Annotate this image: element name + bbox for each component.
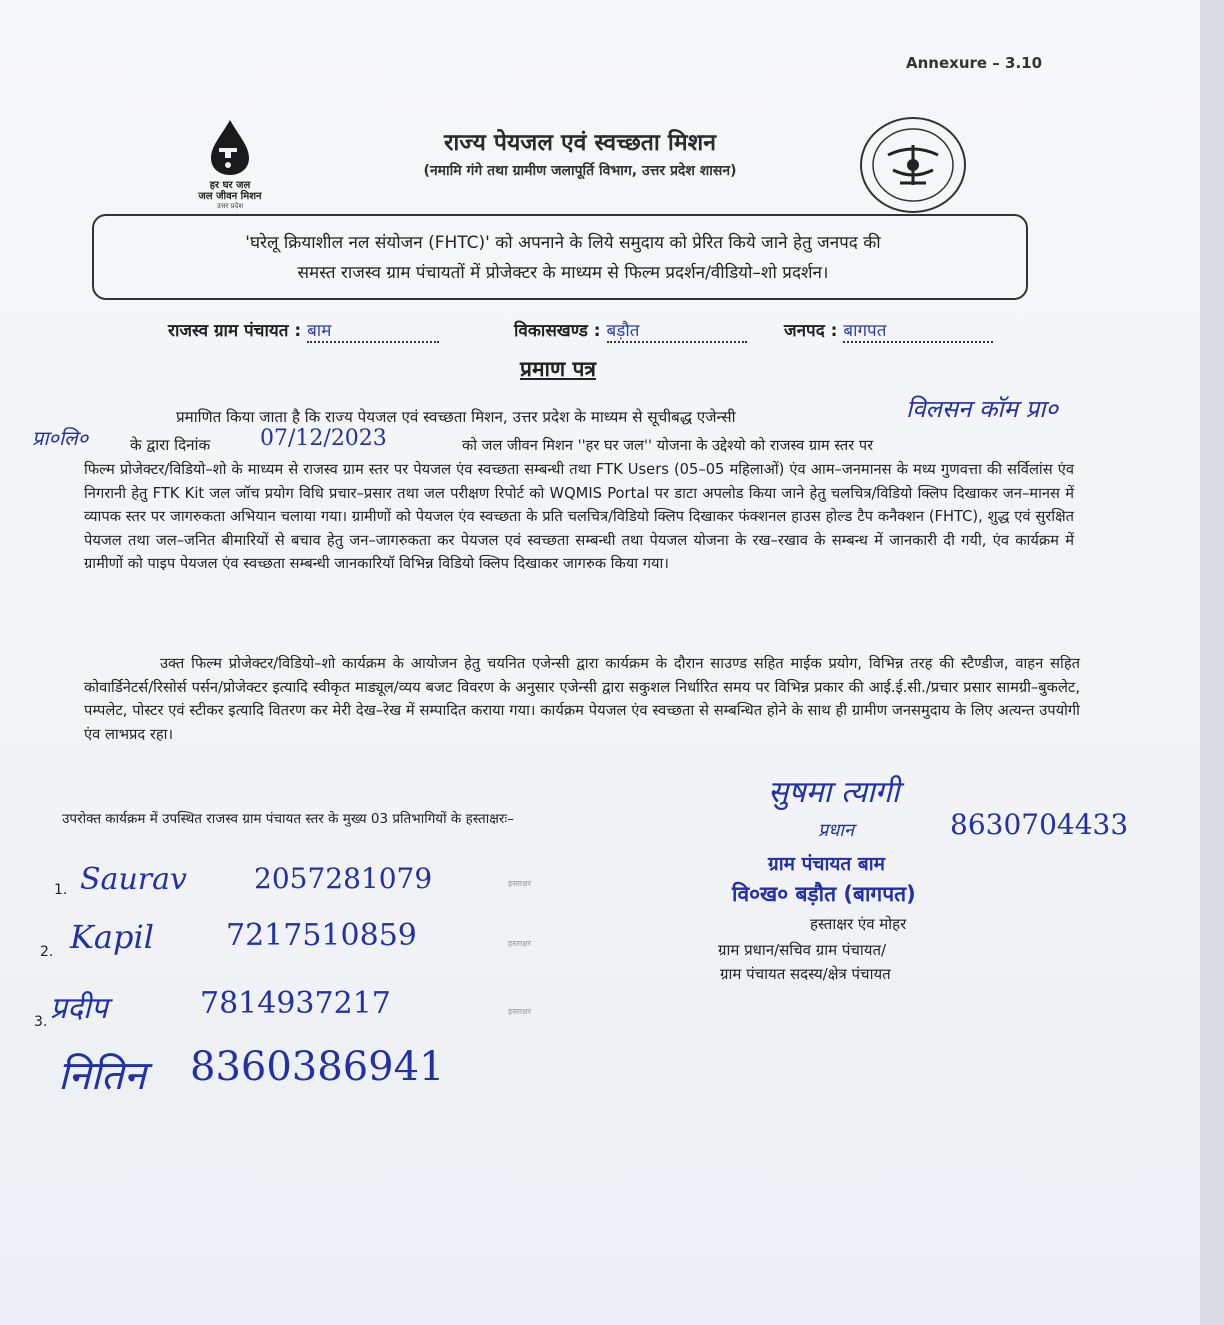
district-value: बागपत [843, 318, 993, 343]
district-label: जनपद : [784, 321, 838, 341]
participant-1-number: 1. [54, 882, 68, 898]
panchayat-label: राजस्व ग्राम पंचायत : [168, 321, 302, 341]
participant-3-name: प्रदीप [50, 991, 108, 1026]
pradhan-signature: सुषमा त्यागी [768, 775, 900, 810]
certificate-title: प्रमाण पत्र [520, 357, 596, 381]
para1-line2b: को जल जीवन मिशन ''हर घर जल'' योजना के उद्देश्यो को राजस्व ग्राम स्तर पर [462, 437, 874, 454]
block-field [514, 318, 747, 343]
pradhan-role: प्रधान [818, 820, 854, 841]
participant-4-phone: 8360386941 [190, 1044, 445, 1090]
participant-3-phone: 7814937217 [200, 986, 391, 1021]
block-value: बड़ौत [607, 318, 747, 343]
date-handwritten: 07/12/2023 [260, 426, 387, 451]
stamp-line-2: वि०ख० बड़ौत (बागपत) [732, 882, 916, 906]
agency-handwritten-2: प्रा०लि० [32, 426, 89, 450]
up-government-seal-icon [858, 115, 968, 215]
logo-text-1: हर घर जल [209, 180, 251, 191]
para1-line2a: के द्वारा दिनांक [130, 436, 211, 454]
pradhan-phone: 8630704433 [950, 808, 1129, 841]
signature-caption-3: ग्राम पंचायत सदस्य/क्षेत्र पंचायत [720, 965, 891, 983]
participant-1-name: Saurav [80, 862, 187, 897]
stamp-line-1: ग्राम पंचायत बाम [768, 853, 885, 875]
annexure-label: Annexure – 3.10 [906, 54, 1043, 72]
subject-line-1: 'घरेलू क्रियाशील नल संयोजन (FHTC)' को अपनाने के लिये समुदाय को प्रेरित किये जाने हेतु जनपद की [245, 233, 881, 253]
header-title: राज्य पेयजल एवं स्वच्छता मिशन [444, 130, 716, 156]
participant-1-phone: 2057281079 [254, 862, 433, 895]
participants-label: उपरोक्त कार्यक्रम में उपस्थित राजस्व ग्राम पंचायत स्तर के मुख्य 03 प्रतिभागियों के हस्ताक्षरः– [62, 811, 514, 827]
agency-handwritten: विलसन कॉम प्रा० [906, 395, 1058, 423]
participant-3-number: 3. [34, 1014, 48, 1030]
para1-body: फिल्म प्रोजेक्टर/विडियो–शो के माध्यम से राजस्व ग्राम स्तर पर पेयजल एंव स्वच्छता सम्बन्धी तथा FTK Users (05–05 महिलाओं) एंव आम–जनमानस के मध्य गुणवत्ता की सर्विलांस एंव निगरानी हेतु FTK Kit जल जॉच प्रयोग विधि प्रचार–प्रसार तथा जल परीक्षण रिपोर्ट को WQMIS Portal पर डाटा अपलोड किया जाने हेतु चलचित्र/विडियो क्लिप दिखाकर जन–मानस में व्यापक स्तर पर जागरुकता अभियान चलाया गया। ग्रामीणों को पेयजल एंव स्वच्छता के प्रति चलचित्र/विडियो क्लिप दिखाकर फंक्शनल हाउस होल्ड टैप कनैक्शन (FHTC), शुद्ध एवं सुरक्षित पेयजल तथा जल–जनित बीमारियों से बचाव हेतु जन–जागरुकता कर पेयजल एवं स्वच्छता सम्बन्धी तथा पेयजल योजना के रख–रखाव के सम्बन्ध में जानकारी दी गयी, एंव कार्यक्रम में ग्रामीणों को पाइप पेयजल एंव स्वच्छता सम्बन्धी जानकारियॉ विभिन्न विडियो क्लिप दिखाकर जागरुक किया गया। [84, 461, 1074, 573]
signature-caption-2: ग्राम प्रधान/सचिव ग्राम पंचायत/ [718, 941, 887, 959]
district-field [784, 318, 993, 343]
signature-caption-1: हस्ताक्षर एंव मोहर [810, 915, 907, 933]
header-subtitle: (नमामि गंगे तथा ग्रामीण जलापूर्ति विभाग, उत्तर प्रदेश शासन) [423, 163, 737, 179]
participant-2-number: 2. [40, 944, 54, 960]
subject-box [92, 214, 1028, 300]
participant-2-hint: हस्ताक्षर [508, 939, 531, 948]
para2-body: उक्त फिल्म प्रोजेक्टर/विडियो–शो कार्यक्रम के आयोजन हेतु चयनित एजेन्सी द्वारा कार्यक्रम के दौरान साउण्ड सहित माईक प्रयोग, विभिन्न तरह की स्टैण्डीज, वाहन सहित कोवार्डिनेटर्स/रिसोर्स पर्सन/प्रोजेक्टर इत्यादि स्वीकृत माड्यूल/व्यय बजट विवरण के अनुसार एजेन्सी द्वारा सकुशल निर्धारित समय पर विभिन्न प्रकार की आई.ई.सी./प्रचार प्रसार सामग्री–बुकलेट, पम्पलेट, पोस्टर एवं स्टीकर इत्यादि वितरण कर मेरी देख–रेख में सम्पादित कराया गया। कार्यक्रम पेयजल एंव स्वच्छता से सम्बन्धित होने के साथ ही ग्रामीण जनसमुदाय के लिए अत्यन्त उपयोगी एंव लाभप्रद रहा। [84, 655, 1080, 743]
para1-line1: प्रमाणित किया जाता है कि राज्य पेयजल एवं स्वच्छता मिशन, उत्तर प्रदेश के माध्यम से सूचीबद्ध एजेन्सी [176, 408, 736, 426]
participant-2-phone: 7217510859 [226, 918, 417, 953]
block-label: विकासखण्ड : [514, 321, 601, 341]
participant-4-name: नितिन [58, 1053, 146, 1099]
participant-1-hint: हस्ताक्षर [508, 879, 531, 888]
panchayat-value: बाम [307, 318, 439, 343]
water-drop-icon [207, 118, 253, 176]
subject-line-2: समस्त राजस्व ग्राम पंचायतों में प्रोजेक्टर के माध्यम से फिल्म प्रदर्शन/वीडियो–शो प्रदर्शन। [297, 263, 829, 283]
participant-3-hint: हस्ताक्षर [508, 1007, 531, 1016]
background-edge [1200, 0, 1224, 1325]
panchayat-field [168, 318, 439, 343]
logo-text-3: उत्तर प्रदेश [216, 202, 244, 210]
har-ghar-jal-logo [180, 118, 280, 211]
logo-text-2: जल जीवन मिशन [198, 191, 262, 202]
participant-2-name: Kapil [70, 918, 154, 956]
